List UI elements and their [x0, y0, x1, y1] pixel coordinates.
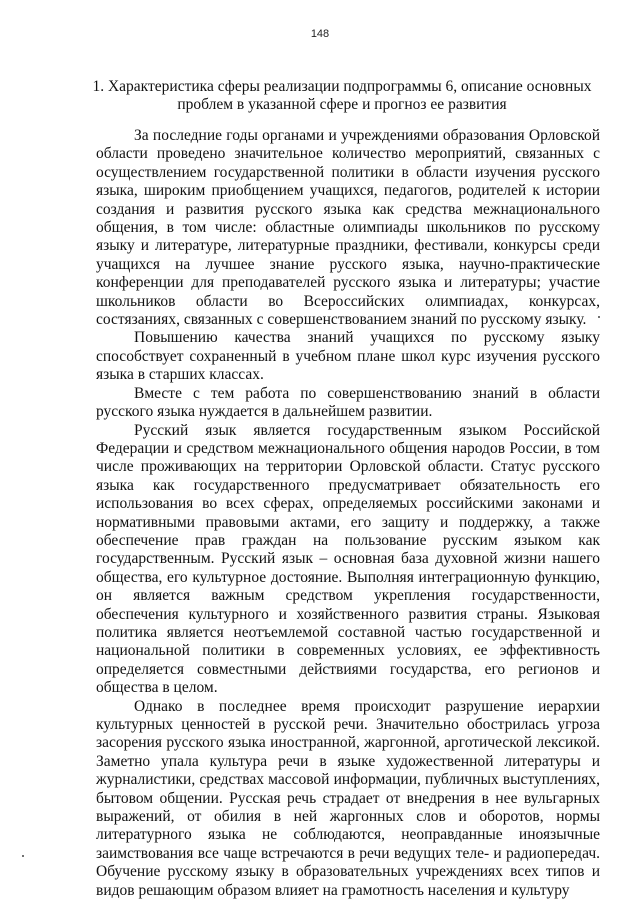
paragraph-5: Однако в последнее время происходит разрушение иерархии культурных ценностей в русской речи. Значительно обострилась угроза засорения русского языка иностранной, жаргонной, арготической лексикой. Заметно упала культура речи в языке художественной литературы и журналистики, средствах массовой информации, публичных выступлениях, бытовом общении. Русская речь страдает от внедрения в нее вульгарных выражений, от обилия в ней жаргонных слов и оборотов, нормы литературного языка не соблюдаются, неоправданные иноязычные заимствования все чаще встречаются в речи ведущих теле- и радиопередач. Обучение русскому языку в образовательных учреждениях всех типов и видов решающим образом влияет на грамотность населения и культуру — [96, 697, 600, 899]
page-number: 148 — [310, 28, 330, 40]
body-text — [96, 127, 600, 900]
scan-speck — [598, 316, 600, 318]
scan-speck — [22, 855, 24, 857]
section-heading-line-1: 1. Характеристика сферы реализации подпрограммы 6, описание основных — [92, 78, 592, 95]
paragraph-4: Русский язык является государственным языком Российской Федерации и средством межнационального общения народов России, в том числе проживающих на территории Орловской области. Статус русского языка как государственного предусматривает обязательность его использования во всех сферах, определяемых российскими законами и нормативными правовыми актами, его защиту и поддержку, а также обеспечение прав граждан на пользование русским языком как государственным. Русский язык – основная база духовной жизни нашего общества, его культурное достояние. Выполняя интеграционную функцию, он является важным средством укрепления государственности, обеспечения культурного и хозяйственного развития страны. Языковая политика является неотъемлемой составной частью государственной и национальной политики в современных условиях, ее эффективность определяется совместными действиями государства, его регионов и общества в целом. — [96, 421, 600, 697]
paragraph-3: Вместе с тем работа по совершенствованию знаний в области русского языка нуждается в дальнейшем развитии. — [96, 384, 600, 421]
paragraph-1: За последние годы органами и учреждениями образования Орловской области проведено значительное количество мероприятий, связанных с осуществлением государственной политики в области изучения русского языка, широким приобщением учащихся, педагогов, родителей к истории создания и развития русского языка как средства межнационального общения, в том числе: областные олимпиады школьников по русскому языку и литературе, литературные праздники, фестивали, конкурсы среди учащихся на лучшее знание русского языка, научно-практические конференции для преподавателей русского языка и литературы; участие школьников области во Всероссийских олимпиадах, конкурсах, состязаниях, связанных с совершенствованием знаний по русскому языку. — [96, 127, 600, 329]
section-heading — [82, 78, 602, 114]
section-heading-line-2: проблем в указанной сфере и прогноз ее развития — [177, 96, 507, 113]
paragraph-2: Повышению качества знаний учащихся по русскому языку способствует сохраненный в учебном плане школ курс изучения русского языка в старших классах. — [96, 329, 600, 384]
